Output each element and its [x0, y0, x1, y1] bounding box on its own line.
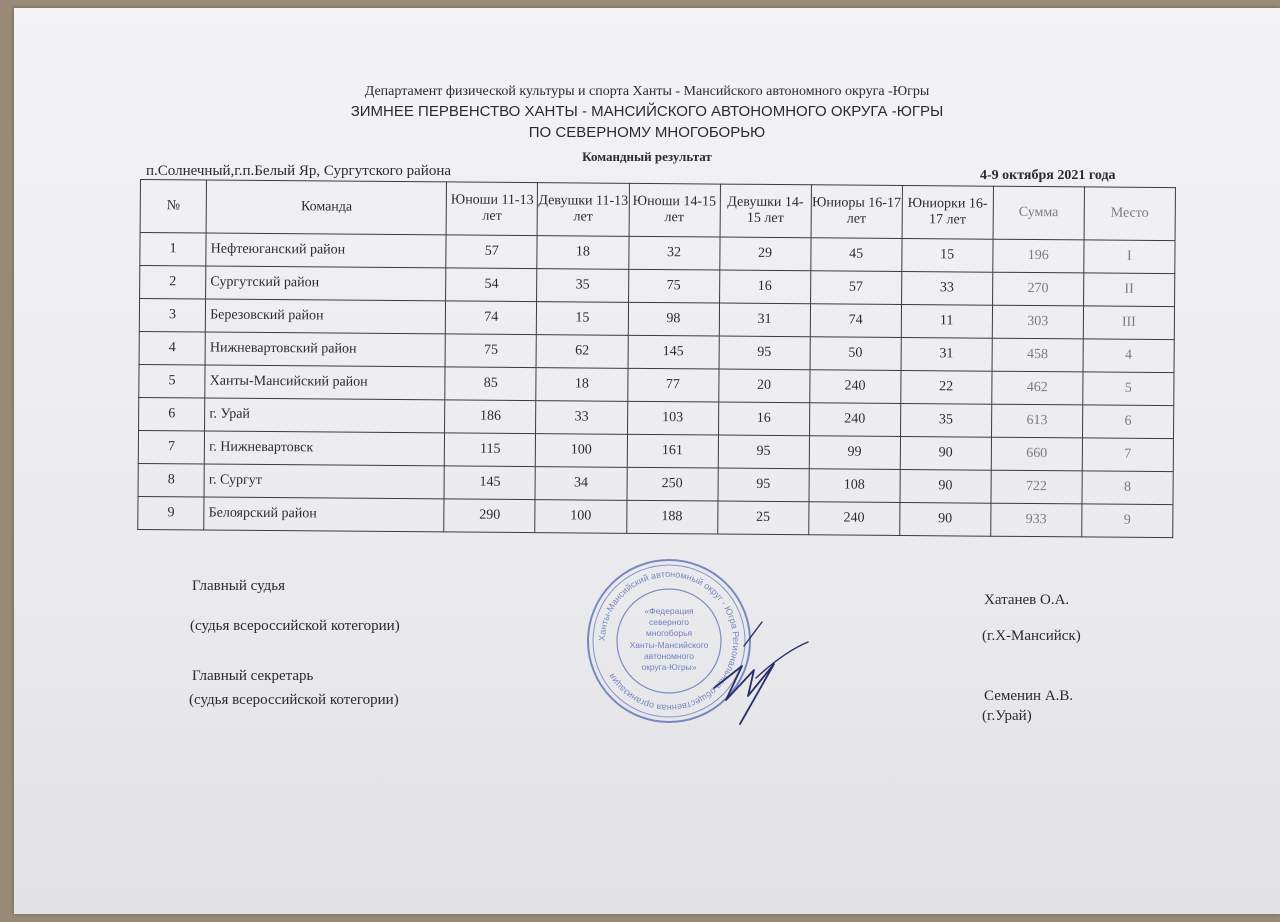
column-header: Юноши 11-13 лет	[446, 182, 537, 236]
column-header: Команда	[206, 180, 447, 235]
chief-judge-category: (судья всероссийской котегории)	[190, 618, 400, 634]
row-number-cell: 1	[140, 233, 206, 267]
team-cell: г. Урай	[205, 398, 445, 433]
score-cell: 115	[445, 433, 536, 467]
score-cell: 660	[991, 437, 1082, 471]
stamp-line: Ханты-Мансийского	[629, 640, 709, 650]
stamp-line: северного	[649, 617, 689, 627]
score-cell: 240	[809, 370, 900, 404]
row-number-cell: 6	[139, 397, 205, 431]
score-cell: 90	[900, 469, 991, 503]
row-number-cell: 4	[139, 331, 205, 365]
score-cell: 74	[810, 304, 901, 338]
score-cell: 100	[535, 500, 626, 534]
score-cell: 45	[810, 238, 901, 272]
score-cell: 103	[627, 401, 718, 435]
score-cell: 15	[537, 302, 628, 336]
score-cell: 33	[536, 401, 627, 435]
score-cell: 33	[901, 271, 992, 305]
team-cell: г. Сургут	[204, 464, 444, 499]
score-cell: 196	[993, 239, 1084, 273]
event-title-line1: ЗИМНЕЕ ПЕРВЕНСТВО ХАНТЫ - МАНСИЙСКОГО АВТОНОМНОГО ОКРУГА -ЮГРЫ	[350, 103, 944, 120]
venue-text: п.Солнечный,г.п.Белый Яр, Сургутского района	[146, 163, 452, 179]
team-cell: Ханты-Мансийский район	[205, 365, 445, 400]
chief-secretary-city: (г.Урай)	[982, 708, 1032, 724]
signature-image	[704, 608, 824, 728]
score-cell: 95	[718, 435, 809, 469]
event-title-line2: ПО СЕВЕРНОМУ МНОГОБОРЬЮ	[528, 124, 766, 141]
score-cell: 613	[991, 404, 1082, 438]
score-cell: 303	[992, 305, 1083, 339]
stamp-line: автономного	[644, 651, 694, 661]
column-header: №	[140, 180, 207, 234]
score-cell: 250	[626, 467, 717, 501]
score-cell: 18	[536, 368, 627, 402]
score-cell: 90	[900, 436, 991, 470]
score-cell: 35	[900, 403, 991, 437]
score-cell: 22	[900, 370, 991, 404]
score-cell: 186	[445, 400, 536, 434]
score-cell: 290	[444, 499, 535, 533]
chief-secretary-name: Семенин А.В.	[984, 688, 1074, 704]
stamp-line: «Федерация	[644, 606, 694, 616]
team-cell: Березовский район	[206, 299, 446, 334]
row-number-cell: 9	[138, 496, 204, 530]
score-cell: 8	[1082, 471, 1173, 505]
score-cell: 722	[991, 470, 1082, 504]
column-header: Юниорки 16-17 лет	[902, 185, 993, 239]
score-cell: 240	[809, 403, 900, 437]
team-cell: Белоярский район	[204, 497, 444, 532]
score-cell: 75	[628, 269, 719, 303]
score-cell: II	[1083, 273, 1174, 307]
score-cell: 6	[1082, 405, 1173, 439]
column-header: Место	[1084, 187, 1176, 241]
chief-secretary-category: (судья всероссийской котегории)	[189, 692, 399, 708]
score-cell: 16	[719, 270, 810, 304]
score-cell: 16	[718, 402, 809, 436]
score-cell: III	[1083, 306, 1174, 340]
chief-judge-name: Хатанев О.А.	[984, 592, 1070, 608]
score-cell: 5	[1083, 372, 1174, 406]
score-cell: 15	[902, 238, 993, 272]
stamp-line: многоборья	[645, 628, 693, 638]
score-cell: 90	[899, 502, 990, 536]
score-cell: 7	[1082, 438, 1173, 472]
score-cell: 9	[1082, 504, 1173, 538]
team-cell: Сургутский район	[206, 266, 446, 301]
table-header-row	[140, 180, 1175, 241]
score-cell: 77	[627, 368, 718, 402]
stamp-line: округа-Югры»	[641, 662, 697, 672]
row-number-cell: 2	[140, 266, 206, 300]
score-cell: 85	[445, 367, 536, 401]
document-page	[14, 8, 1280, 914]
score-cell: 34	[535, 467, 626, 501]
score-cell: 933	[991, 503, 1082, 537]
score-cell: 270	[992, 272, 1083, 306]
chief-secretary-title: Главный секретарь	[192, 668, 314, 684]
score-cell: 62	[536, 335, 627, 369]
chief-judge-title: Главный судья	[192, 578, 286, 594]
score-cell: 145	[628, 335, 719, 369]
column-header: Девушки 14-15 лет	[720, 184, 811, 238]
score-cell: 20	[718, 369, 809, 403]
score-cell: 25	[717, 501, 808, 535]
score-cell: 4	[1083, 339, 1174, 373]
team-cell: Нижневартовский район	[205, 332, 445, 367]
column-header: Девушки 11-13 лет	[537, 183, 628, 237]
result-title: Командный результат	[582, 149, 712, 164]
column-header: Юноши 14-15 лет	[629, 183, 720, 237]
score-cell: 18	[537, 236, 628, 270]
department-title: Департамент физической культуры и спорта Ханты - Мансийского автономного округа -Югры	[364, 84, 930, 99]
row-number-cell: 8	[138, 463, 204, 497]
score-cell: 32	[628, 236, 719, 270]
score-cell: 188	[626, 500, 717, 534]
stamp-ring-text: Ханты-Мансийский автономный округ - Югра Региональная общественная организация	[596, 568, 742, 714]
team-cell: Нефтеюганский район	[206, 233, 446, 268]
score-cell: 74	[446, 301, 537, 335]
score-cell: 75	[445, 334, 536, 368]
score-cell: 458	[992, 338, 1083, 372]
score-cell: 462	[992, 371, 1083, 405]
score-cell: 54	[446, 268, 537, 302]
score-cell: 145	[444, 466, 535, 500]
score-cell: 98	[628, 302, 719, 336]
score-cell: 11	[901, 304, 992, 338]
date-text: 4-9 октября 2021 года	[980, 168, 1116, 183]
score-cell: 100	[536, 434, 627, 468]
table-row	[138, 496, 1173, 537]
chief-judge-city: (г.Х-Мансийск)	[982, 628, 1081, 644]
score-cell: 95	[718, 468, 809, 502]
results-table	[137, 179, 1176, 538]
score-cell: 29	[719, 237, 810, 271]
score-cell: 161	[627, 434, 718, 468]
score-cell: I	[1084, 240, 1175, 274]
score-cell: 50	[810, 337, 901, 371]
row-number-cell: 3	[139, 299, 205, 333]
row-number-cell: 7	[138, 430, 204, 464]
score-cell: 99	[809, 436, 900, 470]
team-cell: г. Нижневартовск	[204, 431, 444, 466]
score-cell: 108	[809, 469, 900, 503]
column-header: Сумма	[993, 186, 1084, 240]
row-number-cell: 5	[139, 364, 205, 398]
column-header: Юниоры 16-17 лет	[811, 185, 902, 239]
score-cell: 31	[901, 337, 992, 371]
score-cell: 31	[719, 303, 810, 337]
score-cell: 95	[719, 336, 810, 370]
score-cell: 57	[446, 235, 537, 269]
score-cell: 35	[537, 269, 628, 303]
score-cell: 57	[810, 271, 901, 305]
score-cell: 240	[808, 502, 899, 536]
